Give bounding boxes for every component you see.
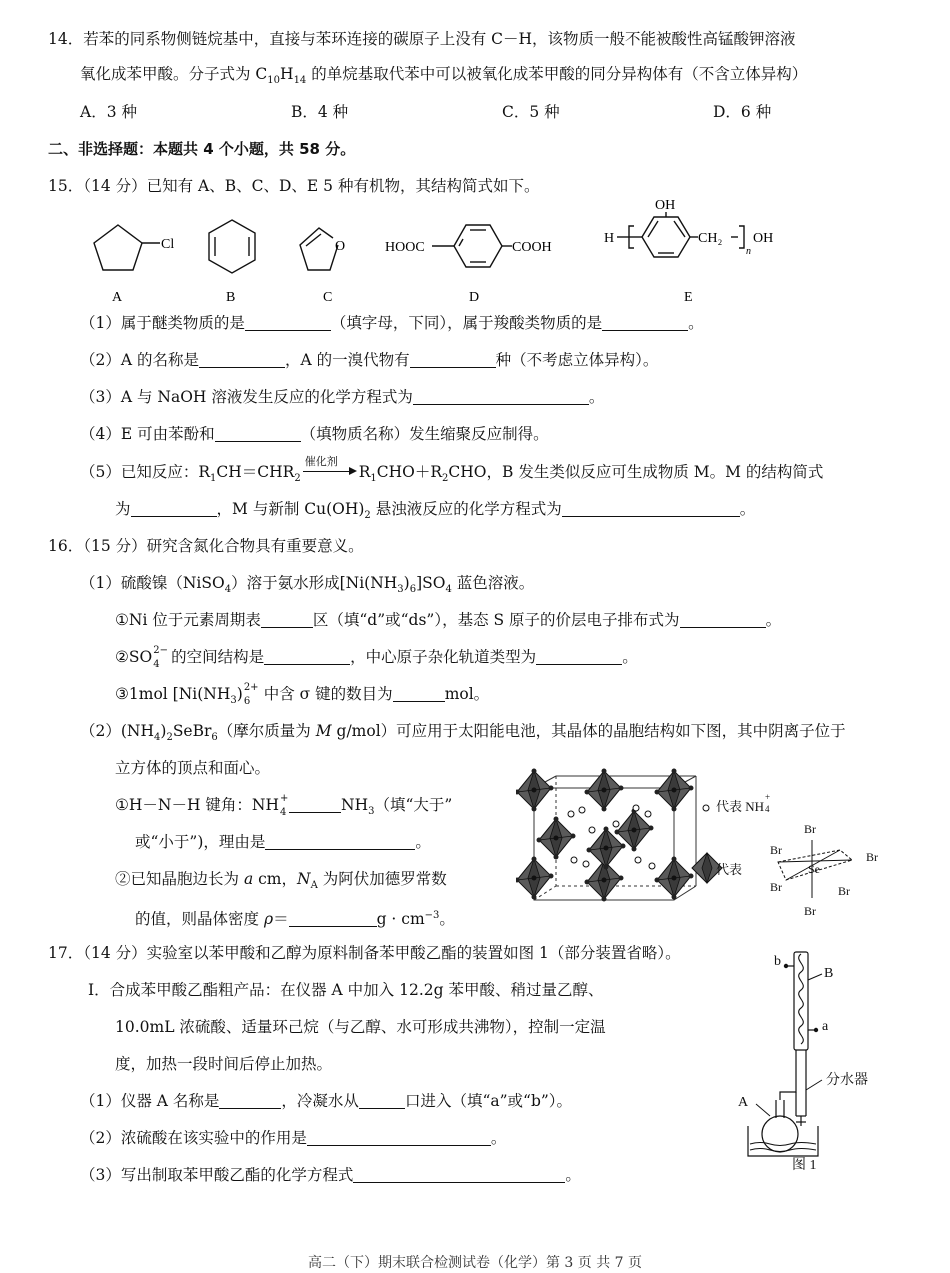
structure-d [432,225,512,267]
answer-blank[interactable] [562,500,740,517]
anion-octahedron [537,817,576,860]
q16-part2: $(2)(NH_4)_2SeBr_6$（摩尔质量为 M g/mol）可应用于太阳能电池，其晶体的晶胞结构如下图，其中阴离子位于 [80,722,846,744]
figure-caption: 图 1 [792,1158,817,1173]
anion-octahedron [516,857,554,900]
answer-blank[interactable] [680,611,766,628]
br-label: Br [770,843,782,857]
answer-blank[interactable] [602,314,688,331]
structure-e [617,212,744,257]
apparatus-label-a: a [822,1019,829,1034]
pointer-line [756,1104,770,1116]
page-footer: 高二（下）期末联合检测试卷（化学）第 3 页 共 7 页 [307,1255,643,1271]
answer-blank[interactable] [264,648,350,665]
structure-e-h: H [604,231,615,246]
q15-structures [0,190,950,310]
apparatus-label-separator: 分水器 [826,1073,868,1088]
br-label: Br [804,822,816,836]
structure-label-e: E [684,290,693,305]
anion-octahedron [516,769,554,812]
anion-octahedron [585,769,624,812]
answer-blank[interactable] [393,685,445,702]
q14-line1: 14．若苯的同系物侧链烷基中，直接与苯环连接的碳原子上没有 C－H，该物质一般不能被酸性高锰酸钾溶液 [48,30,796,48]
structure-label-c: C [323,290,333,305]
structure-e-oh: OH [655,198,676,213]
q16-part2-line2: 立方体的顶点和面心。 [115,759,271,777]
apparatus-diagram [720,940,880,1170]
q17-title: 17．（14 分）实验室以苯甲酸和乙醇为原料制备苯甲酸乙酯的装置如图 1（部分装置省略）。 [48,944,681,962]
q15-title: 15．（14 分）已知有 A、B、C、D、E 5 种有机物，其结构简式如下。 [48,177,540,195]
q17-intro-line1: Ⅰ．合成苯甲酸乙酯粗产品：在仪器 A 中加入 12.2g 苯甲酸、稍过量乙醇、 [88,981,604,999]
anion-octahedron [655,857,694,900]
q14-option-d: D．6 种 [713,103,772,121]
answer-blank[interactable] [245,314,331,331]
structure-b [209,220,255,273]
answer-blank[interactable] [131,500,217,517]
apparatus-label-b: b [774,954,781,969]
q16-part2-item1: ①H－N－H 键角：NH + 4 $NH_3$（填“大于” [115,793,453,818]
answer-blank[interactable] [353,1166,565,1183]
q17-intro-line3: 度，加热一段时间后停止加热。 [115,1055,333,1073]
answer-blank[interactable] [261,611,313,628]
q16-part1-item3: ③1mol [$Ni(NH_3)$ 2+ 6 中含 σ 键的数目为 mol。 [115,682,490,707]
structure-c-o: O [335,239,346,254]
br-label: Br [866,850,878,864]
structure-e-oh-end: OH [753,231,774,246]
answer-blank[interactable] [536,648,622,665]
q15-part1: （1）属于醚类物质的是 （填字母，下同），属于羧酸类物质的是 。 [80,314,704,332]
q15-part4: （4）E 可由苯酚和 （填物质名称）发生缩聚反应制得。 [80,425,549,443]
q15-part5-line2: 为 ，M 与新制 $Cu(OH)_2$ 悬浊液反应的化学方程式为 。 [115,500,756,522]
answer-blank[interactable] [289,910,377,927]
answer-blank[interactable] [410,351,496,368]
answer-blank[interactable] [413,388,589,405]
q16-part1-item1: ①Ni 位于元素周期表 区（填“d”或“ds”），基态 S 原子的价层电子排布式为 。 [115,611,782,629]
q17-intro-line2: 10.0mL 浓硫酸、适量环己烷（与乙醇、水可形成共沸物），控制一定温 [115,1018,606,1036]
structure-c [300,228,338,270]
structure-e-ch2: CH₂ [698,231,723,246]
q17-part2: （2）浓硫酸在该实验中的作用是 。 [80,1129,507,1147]
q16-part2-item2-line2: 的值，则晶体密度 $\rho= g \cdot cm^{-3}$。 [135,910,455,929]
q16-part1: （1）硫酸镍（NiSO$_4$）溶于氨水形成$[Ni(NH_3)_6]SO_4$ 蓝色溶液。 [80,574,535,596]
answer-blank[interactable] [199,351,285,368]
answer-blank[interactable] [265,833,415,850]
legend-ammonium-symbol [703,805,709,811]
inlet-b-dot [784,964,788,968]
q16-part2-item2: ②已知晶胞边长为 a cm，$N_A$ 为阿伏加德罗常数 [115,870,447,892]
q14-option-c: C．5 种 [502,103,560,121]
legend-ammonium: 代表 NH + 4 [716,792,771,814]
br-label: Br [838,884,850,898]
q17-part1: （1）仪器 A 名称是 ，冷凝水从 口进入（填“a”或“b”）。 [80,1092,573,1110]
structure-d-cooh: COOH [512,240,552,255]
answer-blank[interactable] [307,1129,491,1146]
q14-option-b: B．4 种 [291,103,349,121]
se-label: Se [808,862,820,876]
q14-option-a: A．3 种 [80,103,137,121]
anion-octahedron [655,769,694,812]
reaction-arrow: 催化剂 [301,463,359,479]
structure-label-b: B [226,290,236,305]
apparatus-label-flask: A [738,1095,749,1110]
structure-d-hooc: HOOC [385,240,425,255]
section-2-heading: 二、非选择题：本题共 4 个小题，共 58 分。 [48,140,356,158]
outlet-a-dot [814,1028,818,1032]
q15-part5: （5）已知反应：$R_1CH=CHR_2$ 催化剂 $R_1CHO+R_2CHO$，B 发生类似反应可生成物质 M。M 的结构简式 [80,455,824,485]
structure-a-cl: Cl [161,237,175,252]
structure-e-n: n [746,246,751,257]
answer-blank[interactable] [219,1092,281,1109]
br-label: Br [770,880,782,894]
structure-label-a: A [112,290,123,305]
q16-part2-item1-line2: 或“小于”)，理由是 。 [135,833,431,851]
q16-title: 16．（15 分）研究含氮化合物具有重要意义。 [48,537,364,555]
q15-part3: （3）A 与 NaOH 溶液发生反应的化学方程式为 。 [80,388,605,406]
q16-part1-item2: ②SO 2− 4 的空间结构是 ，中心原子杂化轨道类型为 。 [115,645,638,670]
br-label: Br [804,904,816,918]
structure-a [94,225,160,270]
legend-anion: 代表 [716,862,743,877]
crystal-cell-diagram [516,768,716,918]
q15-part2: （2）A 的名称是 ，A 的一溴代物有 种（不考虑立体异构）。 [80,351,659,369]
answer-blank[interactable] [359,1092,405,1109]
apparatus-label-condenser: B [824,966,834,981]
answer-blank[interactable] [289,796,341,813]
q17-part3: （3）写出制取苯甲酸乙酯的化学方程式 。 [80,1166,581,1184]
structure-label-d: D [469,290,480,305]
answer-blank[interactable] [215,425,301,442]
q14-line2: 氧化成苯甲酸。分子式为 $C_{10}H_{14}$ 的单烷基取代苯中可以被氧化成苯甲酸的同分异构体有（不含立体异构） [80,65,808,87]
